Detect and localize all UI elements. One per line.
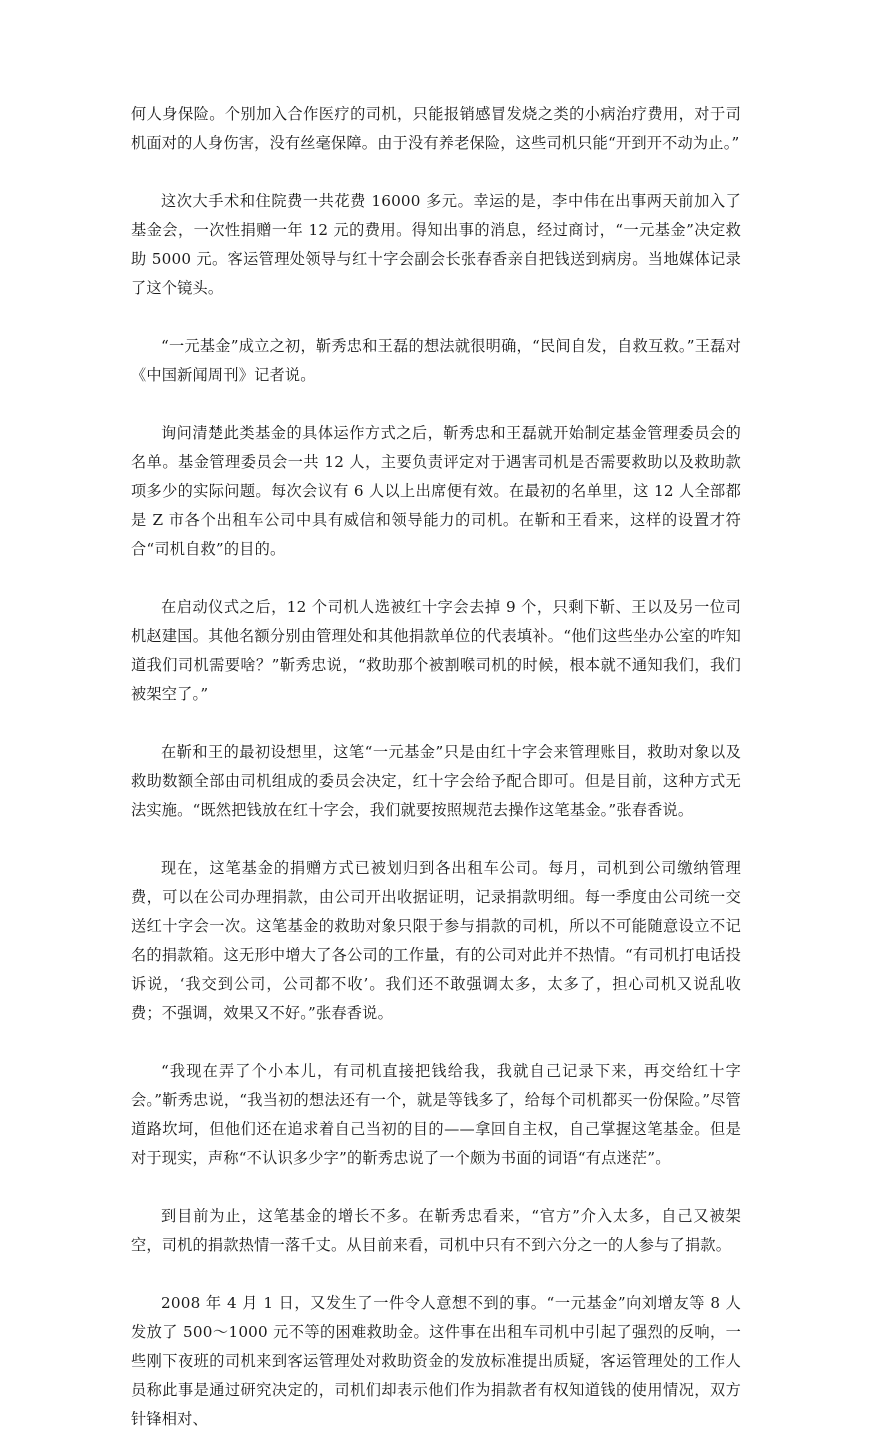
paragraph-9: 到目前为止，这笔基金的增长不多。在靳秀忠看来，“官方”介入太多，自己又被架空，司机的捐款热情一落千丈。从目前来看，司机中只有不到六分之一的人参与了捐款。 bbox=[131, 1207, 741, 1254]
paragraph-10: 2008 年 4 月 1 日，又发生了一件令人意想不到的事。“一元基金”向刘增友等 8 人发放了 500～1000 元不等的困难救助金。这件事在出租车司机中引起了强烈的反响，一些刚下夜班的司机来到客运管理处对救助资金的发放标准提出质疑，客运管理处的工作人员称此事是通过研究决定的，司机们却表示他们作为捐款者有权知道钱的使用情况，双方针锋相对、 bbox=[131, 1294, 741, 1428]
paragraph-1: 何人身保险。个别加入合作医疗的司机，只能报销感冒发烧之类的小病治疗费用，对于司机面对的人身伤害，没有丝毫保障。由于没有养老保险，这些司机只能“开到开不动为止。” bbox=[131, 105, 741, 152]
paragraph-5: 在启动仪式之后，12 个司机人选被红十字会去掉 9 个，只剩下靳、王以及另一位司机赵建国。其他名额分别由管理处和其他捐款单位的代表填补。“他们这些坐办公室的咋知道我们司机需要啥？”靳秀忠说，“救助那个被割喉司机的时候，根本就不通知我们，我们被架空了。” bbox=[131, 598, 741, 703]
article-body bbox=[131, 100, 741, 1434]
paragraph-2: 这次大手术和住院费一共花费 16000 多元。幸运的是，李中伟在出事两天前加入了基金会，一次性捐赠一年 12 元的费用。得知出事的消息，经过商讨，“一元基金”决定救助 5000 元。客运管理处领导与红十字会副会长张春香亲自把钱送到病房。当地媒体记录了这个镜头。 bbox=[131, 192, 741, 297]
paragraph-6: 在靳和王的最初设想里，这笔“一元基金”只是由红十字会来管理账目，救助对象以及救助数额全部由司机组成的委员会决定，红十字会给予配合即可。但是目前，这种方式无法实施。“既然把钱放在红十字会，我们就要按照规范去操作这笔基金。”张春香说。 bbox=[131, 743, 741, 819]
paragraph-4: 询问清楚此类基金的具体运作方式之后，靳秀忠和王磊就开始制定基金管理委员会的名单。基金管理委员会一共 12 人，主要负责评定对于遇害司机是否需要救助以及救助款项多少的实际问题。每次会议有 6 人以上出席便有效。在最初的名单里，这 12 人全部都是 Z 市各个出租车公司中具有威信和领导能力的司机。在靳和王看来，这样的设置才符合“司机自救”的目的。 bbox=[131, 424, 741, 558]
paragraph-7: 现在，这笔基金的捐赠方式已被划归到各出租车公司。每月，司机到公司缴纳管理费，可以在公司办理捐款，由公司开出收据证明，记录捐款明细。每一季度由公司统一交送红十字会一次。这笔基金的救助对象只限于参与捐款的司机，所以不可能随意设立不记名的捐款箱。这无形中增大了各公司的工作量，有的公司对此并不热情。“有司机打电话投诉说，‘我交到公司，公司都不收’。我们还不敢强调太多，太多了，担心司机又说乱收费；不强调，效果又不好。”张春香说。 bbox=[131, 859, 741, 1022]
paragraph-3: “一元基金”成立之初，靳秀忠和王磊的想法就很明确，“民间自发，自救互救。”王磊对《中国新闻周刊》记者说。 bbox=[131, 337, 741, 384]
paragraph-8: “我现在弄了个小本儿，有司机直接把钱给我，我就自己记录下来，再交给红十字会。”靳秀忠说，“我当初的想法还有一个，就是等钱多了，给每个司机都买一份保险。”尽管道路坎坷，但他们还在追求着自己当初的目的——拿回自主权，自己掌握这笔基金。但是对于现实，声称“不认识多少字”的靳秀忠说了一个颇为书面的词语“有点迷茫”。 bbox=[131, 1062, 741, 1167]
